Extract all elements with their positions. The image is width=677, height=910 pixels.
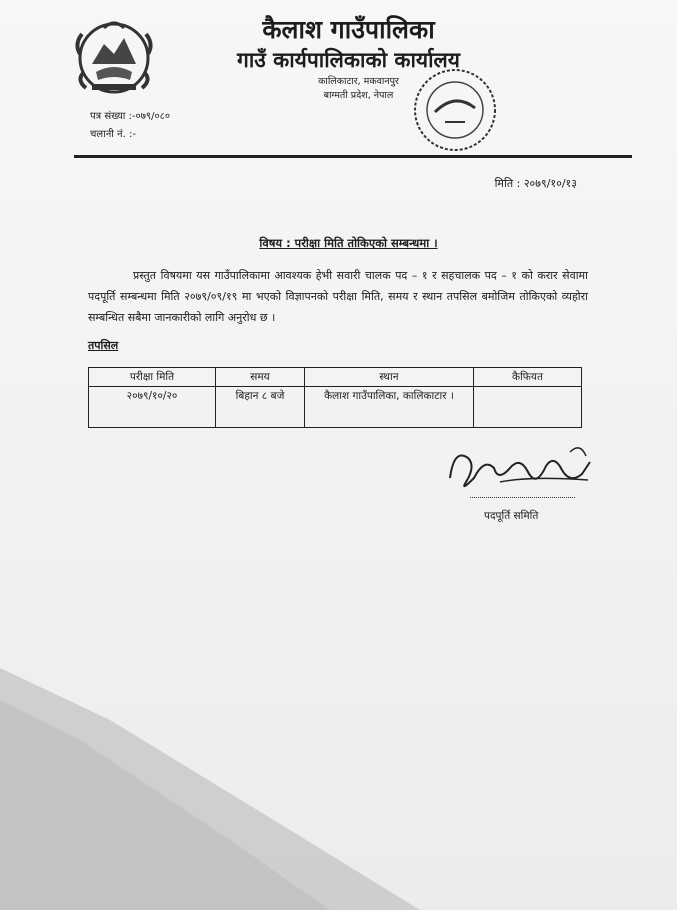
office-stamp-icon [405, 62, 505, 158]
chalani-number: चलानी नं. :- [90, 129, 136, 140]
letter-date: मिति : २०७९/१०/१३ [494, 177, 577, 190]
patra-sankhya: पत्र संख्या :-०७९/०८० [90, 111, 171, 122]
body-paragraph: प्रस्तुत विषयमा यस गाउँपालिकामा आवश्यक हेभी सवारी चालक पद – १ र सहचालक पद – १ को करार सेवामा पदपूर्ति सम्बन्धमा मिति २०७९/०९/१९ मा भएको विज्ञापनको परीक्षा मिति, समय र स्थान तपसिल बमोजिम तोकिएको व्यहोरा सम्बन्धित सबैमा जानकारीको लागि अनुरोध छ । [88, 269, 588, 324]
signatory-title: पदपूर्ति समिति [484, 510, 539, 522]
address-line-2: बाग्मती प्रदेश, नेपाल [323, 90, 394, 101]
tapsil-label: तपसिल [88, 339, 119, 352]
cell-place: कैलाश गाउँपालिका, कालिकाटार । [305, 387, 474, 428]
header-exam-date: परीक्षा मिति [89, 368, 216, 387]
letter-body [88, 265, 588, 328]
header-divider [74, 155, 632, 158]
header-remarks: कैफियत [474, 368, 582, 387]
subject-text: विषय : परीक्षा मिति तोकिएको सम्बन्धमा । [259, 236, 438, 250]
header-time: समय [216, 368, 305, 387]
subject-line [0, 236, 677, 251]
signature-line [470, 497, 575, 498]
exam-schedule-table [88, 367, 582, 428]
table-row [89, 387, 582, 428]
office-subtitle: गाउँ कार्यपालिकाको कार्यालय [237, 48, 460, 72]
header-place: स्थान [305, 368, 474, 387]
cell-remarks [474, 387, 582, 428]
cell-exam-date: २०७९/१०/२० [89, 387, 216, 428]
address-line-1: कालिकाटार, मकवानपुर [318, 76, 399, 87]
table-header-row [89, 368, 582, 387]
office-title: कैलाश गाउँपालिका [262, 15, 435, 44]
cell-time: बिहान ८ बजे [216, 387, 305, 428]
